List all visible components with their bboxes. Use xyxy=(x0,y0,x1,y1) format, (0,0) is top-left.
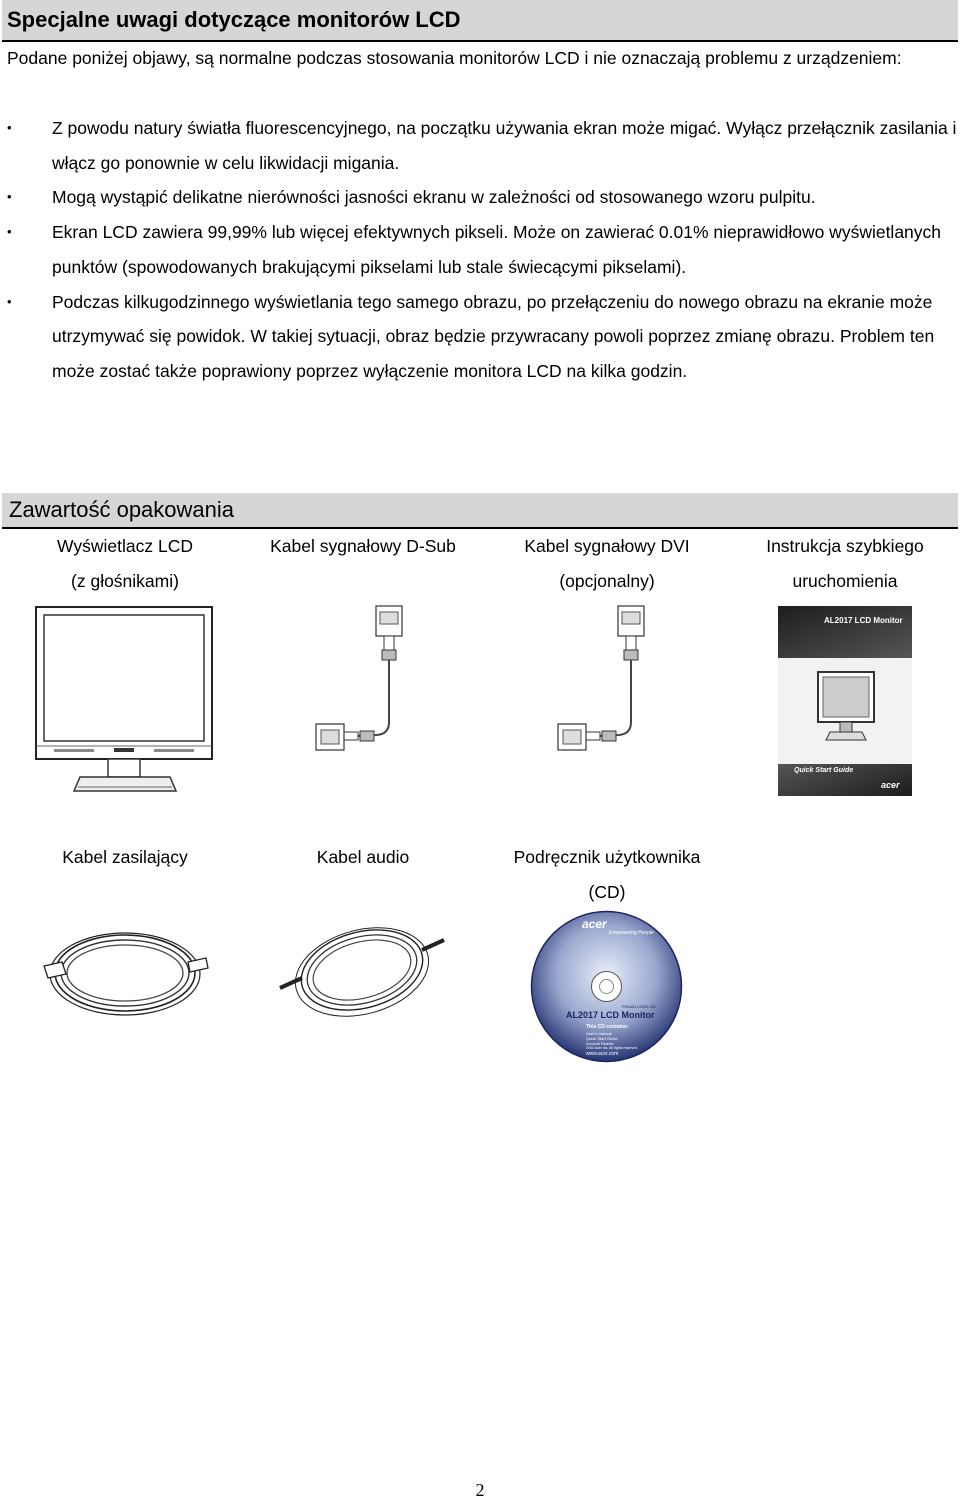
section-header-lcd-notes xyxy=(2,0,958,42)
cd-tagline: Empowering People xyxy=(609,930,654,936)
guide-monitor-icon xyxy=(816,670,880,750)
cd-contents-item: Acrobat Reader xyxy=(586,1041,615,1046)
bullet-icon: • xyxy=(7,120,12,135)
cd-title: AL2017 LCD Monitor xyxy=(566,1010,655,1020)
caption-dsub-cable xyxy=(243,529,483,564)
caption-line: Kabel sygnałowy D-Sub xyxy=(270,536,456,556)
caption-line: Wyświetlacz LCD xyxy=(57,536,193,556)
list-item-text: Mogą wystąpić delikatne nierówności jasności ekranu w zależności od stosowanego wzoru pulpitu. xyxy=(52,187,816,208)
caption-line: Kabel audio xyxy=(316,847,410,867)
list-item-text: Z powodu natury światła fluorescencyjnego, na początku używania ekran może migać. Wyłącz przełącznik zasilania i włącz go ponownie w celu likwidacji migania. xyxy=(52,118,957,173)
caption-line: Kabel sygnałowy DVI xyxy=(524,536,690,556)
caption-line: Kabel zasilający xyxy=(62,847,188,867)
acer-logo: acer xyxy=(881,780,900,790)
caption-line: uruchomienia xyxy=(792,570,898,591)
cd-contents-item: User's manual xyxy=(586,1031,612,1036)
list-item xyxy=(0,180,958,215)
dsub-cable-image xyxy=(312,604,422,764)
audio-cable-image xyxy=(276,920,448,1020)
list-item xyxy=(0,285,958,389)
quick-start-guide-image xyxy=(778,606,912,796)
cd-url: www.acer.com xyxy=(586,1051,619,1057)
page-number: 2 xyxy=(475,1480,485,1500)
caption-user-manual-cd xyxy=(487,840,727,909)
caption-line: (CD) xyxy=(588,881,626,902)
cd-acer-logo: acer xyxy=(582,917,607,931)
power-cable-image xyxy=(40,928,210,1018)
caption-line: Instrukcja szybkiego xyxy=(766,536,924,556)
caption-audio-cable xyxy=(243,840,483,875)
list-item-text: Ekran LCD zawiera 99,99% lub więcej efektywnych pikseli. Może on zawierać 0.01% nieprawidłowo wyświetlanych punktów (spowodowanych brakującymi pikselami lub stale świecącymi pikselami). xyxy=(52,222,942,277)
lcd-monitor-image xyxy=(34,605,216,797)
cd-copyright: 2004 Acer Inc. All rights reserved. xyxy=(586,1046,639,1050)
caption-line: (opcjonalny) xyxy=(559,570,655,591)
cd-contents-item: Quick Start Guide xyxy=(586,1036,618,1041)
bullet-icon: • xyxy=(7,189,12,205)
section-title: Zawartość opakowania xyxy=(9,497,235,522)
caption-power-cable xyxy=(5,840,245,875)
caption-lcd-display xyxy=(5,529,245,598)
caption-dvi-cable xyxy=(487,529,727,598)
caption-quick-start xyxy=(725,529,960,598)
cd-part-number: P/N:MU.L0000.001 xyxy=(622,1004,657,1009)
list-item-text: Podczas kilkugodzinnego wyświetlania tego samego obrazu, po przełączeniu do nowego obrazu na ekranie może utrzymywać się powidok. W takiej sytuacji, obraz będzie przywracany powoli poprzez zmianę obrazu. Problem ten może zostać także poprawiony poprzez wyłączenie monitora LCD na kilka godzin. xyxy=(52,291,935,381)
bullet-icon: • xyxy=(7,224,12,240)
bullet-icon: • xyxy=(7,293,12,309)
guide-cover-band xyxy=(778,606,912,658)
section-title: Specjalne uwagi dotyczące monitorów LCD xyxy=(7,7,461,32)
intro-paragraph: Podane poniżej objawy, są normalne podczas stosowania monitorów LCD i nie oznaczają problemu z urządzeniem: xyxy=(7,48,902,68)
guide-cover-subtitle: Quick Start Guide xyxy=(794,767,854,774)
dvi-cable-image xyxy=(554,604,664,764)
caption-line: (z głośnikami) xyxy=(71,570,179,591)
guide-cover-title: AL2017 LCD Monitor xyxy=(824,616,903,625)
cd-contents-header: This CD contains: xyxy=(586,1024,629,1030)
section-header-package-contents xyxy=(2,493,958,529)
list-item xyxy=(0,111,958,180)
caption-line: Podręcznik użytkownika xyxy=(513,847,701,867)
notes-list xyxy=(0,111,958,389)
list-item xyxy=(0,215,958,284)
